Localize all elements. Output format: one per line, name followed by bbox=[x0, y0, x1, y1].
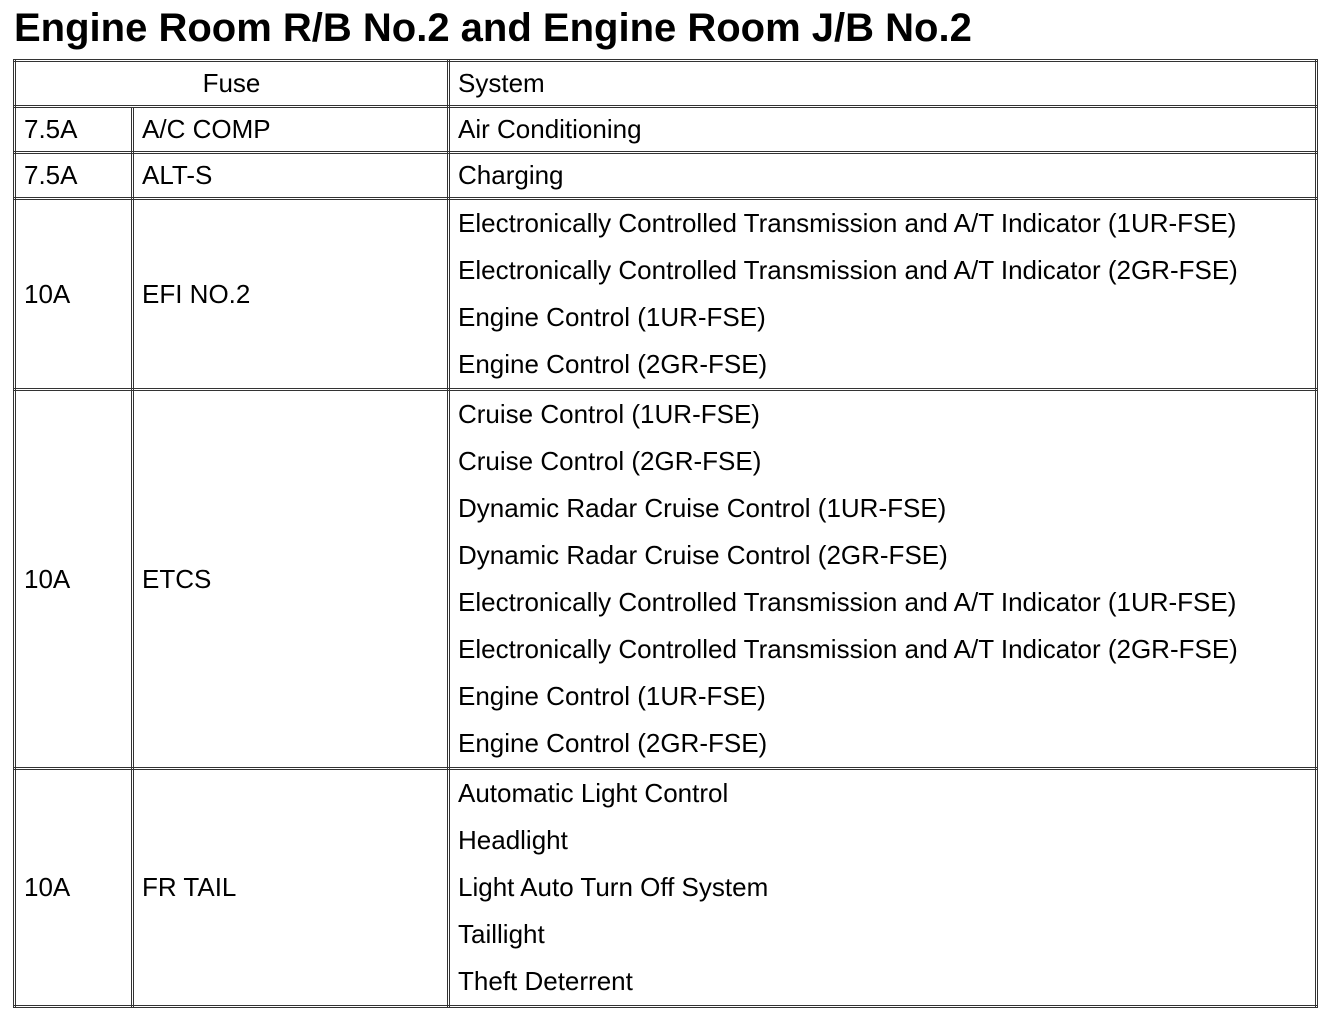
fuse-table bbox=[13, 59, 1318, 1008]
fuse-amperage: 10A bbox=[15, 769, 133, 1007]
system-item: Engine Control (2GR-FSE) bbox=[458, 349, 768, 379]
system-cell bbox=[449, 769, 1317, 1007]
system-item: Cruise Control (2GR-FSE) bbox=[458, 446, 762, 476]
table-row bbox=[15, 153, 1317, 199]
page-title: Engine Room R/B No.2 and Engine Room J/B No.2 bbox=[14, 6, 972, 50]
system-cell bbox=[449, 390, 1317, 769]
system-item: Taillight bbox=[458, 919, 545, 949]
table-row bbox=[15, 769, 1317, 1007]
system-item: Dynamic Radar Cruise Control (1UR-FSE) bbox=[458, 493, 947, 523]
fuse-amperage: 7.5A bbox=[15, 153, 133, 199]
header-fuse: Fuse bbox=[15, 61, 449, 107]
system-item: Electronically Controlled Transmission and A/T Indicator (2GR-FSE) bbox=[458, 255, 1238, 285]
table-row bbox=[15, 390, 1317, 769]
system-cell: Air Conditioning bbox=[449, 107, 1317, 153]
fuse-name: ALT-S bbox=[133, 153, 449, 199]
system-item: Cruise Control (1UR-FSE) bbox=[458, 399, 760, 429]
system-item: Electronically Controlled Transmission and A/T Indicator (2GR-FSE) bbox=[458, 634, 1238, 664]
system-item: Engine Control (1UR-FSE) bbox=[458, 302, 766, 332]
fuse-amperage: 10A bbox=[15, 390, 133, 769]
system-item: Engine Control (2GR-FSE) bbox=[458, 728, 768, 758]
table-row bbox=[15, 199, 1317, 390]
system-item: Theft Deterrent bbox=[458, 966, 633, 996]
system-cell bbox=[449, 199, 1317, 390]
system-item: Automatic Light Control bbox=[458, 778, 729, 808]
system-cell: Charging bbox=[449, 153, 1317, 199]
fuse-name: EFI NO.2 bbox=[133, 199, 449, 390]
fuse-amperage: 10A bbox=[15, 199, 133, 390]
system-item: Dynamic Radar Cruise Control (2GR-FSE) bbox=[458, 540, 948, 570]
system-item: Electronically Controlled Transmission and A/T Indicator (1UR-FSE) bbox=[458, 208, 1237, 238]
fuse-name: A/C COMP bbox=[133, 107, 449, 153]
table-header-row bbox=[15, 61, 1317, 107]
header-system: System bbox=[449, 61, 1317, 107]
fuse-amperage: 7.5A bbox=[15, 107, 133, 153]
system-item: Electronically Controlled Transmission and A/T Indicator (1UR-FSE) bbox=[458, 587, 1237, 617]
fuse-name: FR TAIL bbox=[133, 769, 449, 1007]
system-item: Engine Control (1UR-FSE) bbox=[458, 681, 766, 711]
table-row bbox=[15, 107, 1317, 153]
system-item: Light Auto Turn Off System bbox=[458, 872, 769, 902]
system-item: Headlight bbox=[458, 825, 568, 855]
fuse-name: ETCS bbox=[133, 390, 449, 769]
fuse-table-body bbox=[15, 61, 1317, 1007]
